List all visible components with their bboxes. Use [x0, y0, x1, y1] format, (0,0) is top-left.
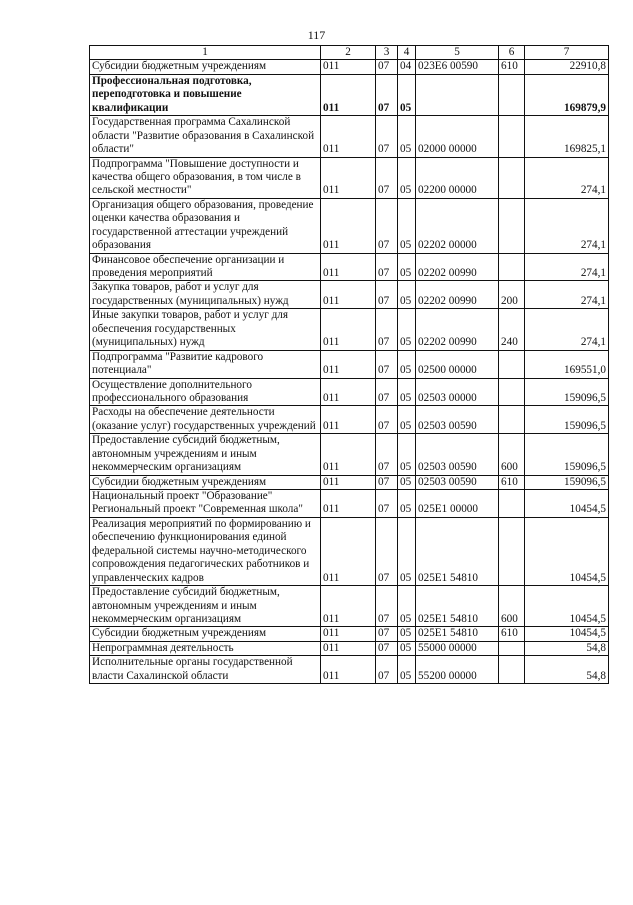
row-subsection-cell: 05 [398, 627, 416, 641]
row-ministry-cell: 011 [321, 198, 376, 253]
row-section-cell: 07 [376, 434, 398, 475]
row-type-cell: 600 [499, 434, 525, 475]
row-amount-cell: 159096,5 [525, 378, 609, 406]
row-type-cell [499, 198, 525, 253]
budget-table [89, 45, 609, 684]
table-row [90, 281, 609, 309]
row-type-cell [499, 157, 525, 198]
table-row [90, 586, 609, 627]
row-name-cell: Исполнительные органы государственной власти Сахалинской области [90, 656, 321, 684]
row-section-cell: 07 [376, 586, 398, 627]
row-ministry-cell: 011 [321, 406, 376, 434]
row-amount-cell: 274,1 [525, 281, 609, 309]
row-target-cell: 02500 00000 [416, 350, 499, 378]
row-subsection-cell: 05 [398, 434, 416, 475]
row-amount-cell: 54,8 [525, 656, 609, 684]
column-header: 7 [525, 46, 609, 60]
row-type-cell: 240 [499, 309, 525, 350]
table-row [90, 350, 609, 378]
row-section-cell: 07 [376, 627, 398, 641]
row-section-cell: 07 [376, 350, 398, 378]
row-amount-cell: 169551,0 [525, 350, 609, 378]
row-section-cell: 07 [376, 74, 398, 115]
row-amount-cell: 274,1 [525, 198, 609, 253]
row-type-cell [499, 116, 525, 157]
row-ministry-cell: 011 [321, 253, 376, 281]
row-amount-cell: 274,1 [525, 253, 609, 281]
row-type-cell [499, 641, 525, 655]
row-type-cell [499, 406, 525, 434]
row-target-cell: 55200 00000 [416, 656, 499, 684]
row-subsection-cell: 05 [398, 378, 416, 406]
table-row [90, 434, 609, 475]
table-row [90, 116, 609, 157]
row-ministry-cell: 011 [321, 641, 376, 655]
row-ministry-cell: 011 [321, 656, 376, 684]
row-target-cell [416, 74, 499, 115]
row-target-cell: 02503 00590 [416, 434, 499, 475]
row-target-cell: 02200 00000 [416, 157, 499, 198]
row-target-cell: 023E6 00590 [416, 60, 499, 74]
row-subsection-cell: 05 [398, 475, 416, 489]
row-name-cell: Непрограммная деятельность [90, 641, 321, 655]
row-name-cell: Субсидии бюджетным учреждениям [90, 627, 321, 641]
row-amount-cell: 274,1 [525, 309, 609, 350]
column-header: 3 [376, 46, 398, 60]
row-type-cell [499, 490, 525, 518]
row-ministry-cell: 011 [321, 157, 376, 198]
row-name-cell: Осуществление дополнительного профессионального образования [90, 378, 321, 406]
column-header: 1 [90, 46, 321, 60]
row-subsection-cell: 04 [398, 60, 416, 74]
row-amount-cell: 22910,8 [525, 60, 609, 74]
row-subsection-cell: 05 [398, 309, 416, 350]
row-name-cell: Расходы на обеспечение деятельности (оказание услуг) государственных учреждений [90, 406, 321, 434]
table-row [90, 627, 609, 641]
row-section-cell: 07 [376, 641, 398, 655]
table-row [90, 74, 609, 115]
row-section-cell: 07 [376, 517, 398, 585]
row-section-cell: 07 [376, 378, 398, 406]
row-name-cell: Предоставление субсидий бюджетным, автономным учреждениям и иным некоммерческим организациям [90, 434, 321, 475]
row-type-cell: 610 [499, 627, 525, 641]
row-section-cell: 07 [376, 309, 398, 350]
row-ministry-cell: 011 [321, 116, 376, 157]
column-header: 5 [416, 46, 499, 60]
row-name-cell: Финансовое обеспечение организации и проведения мероприятий [90, 253, 321, 281]
table-row [90, 253, 609, 281]
row-subsection-cell: 05 [398, 116, 416, 157]
row-subsection-cell: 05 [398, 281, 416, 309]
row-subsection-cell: 05 [398, 641, 416, 655]
row-type-cell [499, 656, 525, 684]
row-ministry-cell: 011 [321, 434, 376, 475]
table-row [90, 475, 609, 489]
row-target-cell: 025E1 54810 [416, 627, 499, 641]
row-target-cell: 02202 00990 [416, 253, 499, 281]
row-name-cell: Иные закупки товаров, работ и услуг для обеспечения государственных (муниципальных) нужд [90, 309, 321, 350]
row-type-cell: 200 [499, 281, 525, 309]
row-amount-cell: 54,8 [525, 641, 609, 655]
row-target-cell: 025E1 54810 [416, 586, 499, 627]
table-row [90, 198, 609, 253]
row-target-cell: 02503 00590 [416, 406, 499, 434]
row-section-cell: 07 [376, 475, 398, 489]
row-section-cell: 07 [376, 656, 398, 684]
row-ministry-cell: 011 [321, 350, 376, 378]
row-section-cell: 07 [376, 490, 398, 518]
table-row [90, 641, 609, 655]
row-subsection-cell: 05 [398, 517, 416, 585]
row-name-cell: Национальный проект "Образование" Региональный проект "Современная школа" [90, 490, 321, 518]
row-target-cell: 025E1 00000 [416, 490, 499, 518]
row-amount-cell: 169825,1 [525, 116, 609, 157]
row-name-cell: Реализация мероприятий по формированию и обеспечению функционирования единой федеральной системы научно-методического сопровождения педагогических работников и управленческих кадров [90, 517, 321, 585]
row-target-cell: 55000 00000 [416, 641, 499, 655]
row-ministry-cell: 011 [321, 490, 376, 518]
row-target-cell: 02503 00000 [416, 378, 499, 406]
table-row [90, 60, 609, 74]
row-type-cell [499, 253, 525, 281]
row-type-cell [499, 517, 525, 585]
table-row [90, 490, 609, 518]
row-amount-cell: 10454,5 [525, 490, 609, 518]
row-name-cell: Государственная программа Сахалинской области "Развитие образования в Сахалинской области" [90, 116, 321, 157]
row-amount-cell: 10454,5 [525, 517, 609, 585]
row-name-cell: Предоставление субсидий бюджетным, автономным учреждениям и иным некоммерческим организациям [90, 586, 321, 627]
table-row [90, 378, 609, 406]
row-ministry-cell: 011 [321, 60, 376, 74]
row-section-cell: 07 [376, 157, 398, 198]
row-amount-cell: 274,1 [525, 157, 609, 198]
row-ministry-cell: 011 [321, 74, 376, 115]
table-row [90, 656, 609, 684]
row-section-cell: 07 [376, 116, 398, 157]
row-type-cell: 610 [499, 60, 525, 74]
row-name-cell: Профессиональная подготовка, переподготовка и повышение квалификации [90, 74, 321, 115]
row-name-cell: Субсидии бюджетным учреждениям [90, 60, 321, 74]
row-section-cell: 07 [376, 198, 398, 253]
row-ministry-cell: 011 [321, 627, 376, 641]
row-type-cell [499, 378, 525, 406]
row-amount-cell: 159096,5 [525, 475, 609, 489]
row-target-cell: 02503 00590 [416, 475, 499, 489]
row-amount-cell: 159096,5 [525, 434, 609, 475]
row-subsection-cell: 05 [398, 253, 416, 281]
column-header: 2 [321, 46, 376, 60]
row-name-cell: Закупка товаров, работ и услуг для государственных (муниципальных) нужд [90, 281, 321, 309]
row-name-cell: Подпрограмма "Развитие кадрового потенциала" [90, 350, 321, 378]
row-name-cell: Подпрограмма "Повышение доступности и качества общего образования, в том числе в сельской местности" [90, 157, 321, 198]
row-subsection-cell: 05 [398, 198, 416, 253]
page-number: 117 [307, 28, 326, 42]
row-amount-cell: 10454,5 [525, 627, 609, 641]
row-ministry-cell: 011 [321, 475, 376, 489]
row-target-cell: 025E1 54810 [416, 517, 499, 585]
row-ministry-cell: 011 [321, 586, 376, 627]
row-amount-cell: 10454,5 [525, 586, 609, 627]
row-subsection-cell: 05 [398, 490, 416, 518]
row-type-cell [499, 74, 525, 115]
column-header: 6 [499, 46, 525, 60]
row-type-cell: 600 [499, 586, 525, 627]
row-subsection-cell: 05 [398, 74, 416, 115]
row-name-cell: Субсидии бюджетным учреждениям [90, 475, 321, 489]
row-target-cell: 02202 00000 [416, 198, 499, 253]
table-row [90, 406, 609, 434]
row-amount-cell: 169879,9 [525, 74, 609, 115]
row-target-cell: 02202 00990 [416, 281, 499, 309]
row-ministry-cell: 011 [321, 517, 376, 585]
row-target-cell: 02202 00990 [416, 309, 499, 350]
table-row [90, 157, 609, 198]
row-subsection-cell: 05 [398, 157, 416, 198]
row-subsection-cell: 05 [398, 586, 416, 627]
row-subsection-cell: 05 [398, 656, 416, 684]
row-type-cell [499, 350, 525, 378]
row-section-cell: 07 [376, 406, 398, 434]
row-ministry-cell: 011 [321, 378, 376, 406]
table-row [90, 309, 609, 350]
row-target-cell: 02000 00000 [416, 116, 499, 157]
row-subsection-cell: 05 [398, 406, 416, 434]
row-section-cell: 07 [376, 60, 398, 74]
row-name-cell: Организация общего образования, проведение оценки качества образования и государственной аттестации учреждений образования [90, 198, 321, 253]
column-header-row [90, 46, 609, 60]
row-section-cell: 07 [376, 281, 398, 309]
row-ministry-cell: 011 [321, 309, 376, 350]
row-type-cell: 610 [499, 475, 525, 489]
row-ministry-cell: 011 [321, 281, 376, 309]
column-header: 4 [398, 46, 416, 60]
table-row [90, 517, 609, 585]
row-amount-cell: 159096,5 [525, 406, 609, 434]
row-subsection-cell: 05 [398, 350, 416, 378]
row-section-cell: 07 [376, 253, 398, 281]
